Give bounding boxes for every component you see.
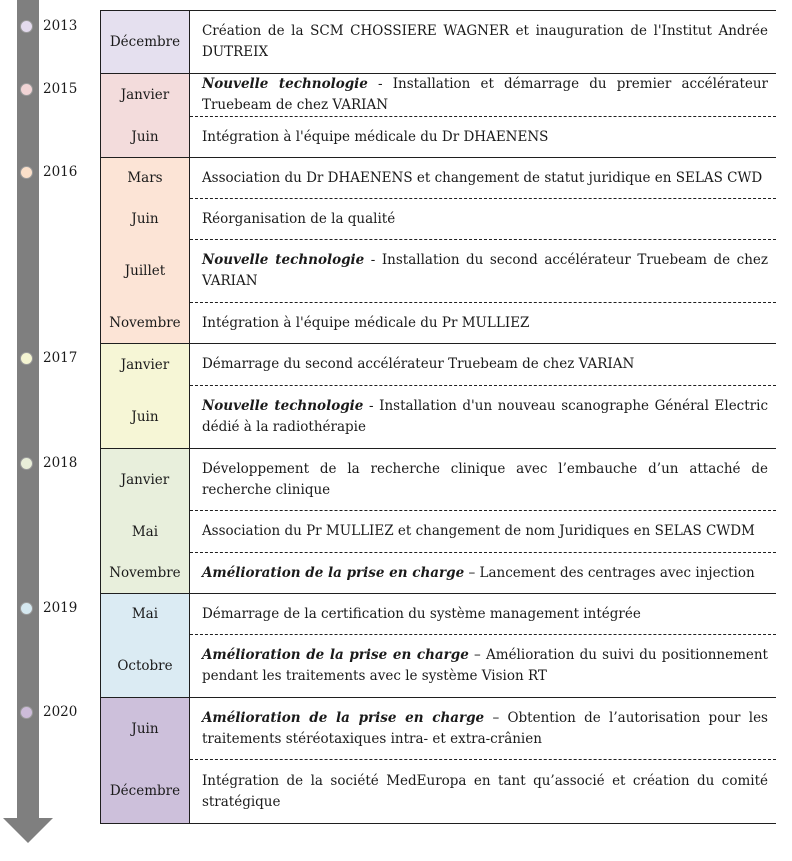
timeline-row: [101, 635, 777, 698]
event-text: – Amélioration du suivi du positionnement pendant les traitements avec le système Vision RT: [201, 647, 768, 684]
event-text: – Obtention de l’autorisation pour les traitements stéréotaxiques intra- et extra-crânien: [201, 709, 768, 747]
event-text: – Lancement des centrages avec injection: [464, 564, 755, 581]
event-text: Intégration à l'équipe médicale du Pr MULLIEZ: [201, 314, 530, 331]
year-dot-icon: [20, 20, 33, 33]
year-marker: [20, 79, 77, 99]
year-marker: [20, 598, 77, 618]
event-cell: [189, 240, 776, 303]
month-cell: Novembre: [101, 303, 190, 344]
year-marker: [20, 702, 77, 722]
month-cell: Juin: [101, 117, 190, 158]
timeline-row: [101, 553, 777, 594]
event-text: Démarrage du second accélérateur Truebeam de chez VARIAN: [201, 356, 635, 372]
timeline-row: [101, 117, 777, 158]
timeline-row: [101, 511, 777, 553]
timeline-row: [101, 344, 777, 386]
timeline-table: [100, 10, 776, 824]
event-cell: [189, 74, 776, 117]
event-text: Intégration de la société MedEuropa en tant qu’associé et création du comité stratégique: [201, 772, 768, 810]
event-text: Création de la SCM CHOSSIERE WAGNER et inauguration de l'Institut Andrée DUTREIX: [201, 23, 768, 60]
month-cell: Juin: [101, 386, 190, 449]
timeline-row: [101, 199, 777, 240]
event-text: Développement de la recherche clinique avec l’embauche d’un attaché de recherche clinique: [201, 460, 768, 498]
event-category: Amélioration de la prise en charge: [201, 564, 465, 581]
event-text: Association du Pr MULLIEZ et changement de nom Juridiques en SELAS CWDM: [201, 523, 755, 539]
event-cell: [189, 199, 776, 240]
event-cell: [189, 158, 776, 199]
event-cell: [189, 344, 776, 386]
event-category: Amélioration de la prise en charge: [201, 709, 485, 726]
timeline-row: [101, 386, 777, 449]
event-text: Association du Dr DHAENENS et changement de statut juridique en SELAS CWD: [201, 169, 763, 186]
year-label: 2017: [43, 350, 78, 366]
year-label: 2016: [43, 164, 78, 180]
year-dot-icon: [20, 83, 33, 96]
year-markers: [0, 0, 100, 861]
timeline-row: [101, 11, 777, 74]
event-cell: [189, 760, 776, 824]
event-category: Nouvelle technologie: [201, 398, 364, 414]
year-dot-icon: [20, 457, 33, 470]
event-cell: [189, 635, 776, 698]
event-cell: [189, 386, 776, 449]
timeline-row: [101, 74, 777, 117]
event-category: Amélioration de la prise en charge: [201, 647, 469, 663]
event-cell: [189, 553, 776, 594]
month-cell: Mai: [101, 594, 190, 635]
timeline-row: [101, 303, 777, 344]
month-cell: Décembre: [101, 11, 190, 74]
year-label: 2013: [43, 18, 78, 34]
timeline-row: [101, 158, 777, 199]
month-cell: Juin: [101, 199, 190, 240]
year-label: 2020: [43, 704, 78, 720]
event-cell: [189, 449, 776, 511]
timeline-row: [101, 594, 777, 635]
year-marker: [20, 348, 77, 368]
year-label: 2015: [43, 81, 78, 97]
month-cell: Juin: [101, 698, 190, 760]
event-cell: [189, 11, 776, 74]
event-text: Intégration à l'équipe médicale du Dr DHAENENS: [201, 128, 549, 145]
year-dot-icon: [20, 602, 33, 615]
month-cell: Novembre: [101, 553, 190, 594]
year-dot-icon: [20, 706, 33, 719]
event-category: Nouvelle technologie: [201, 252, 365, 268]
year-label: 2018: [43, 455, 78, 471]
event-cell: [189, 511, 776, 553]
year-dot-icon: [20, 166, 33, 179]
event-cell: [189, 303, 776, 344]
event-cell: [189, 594, 776, 635]
timeline-row: [101, 698, 777, 760]
timeline-row: [101, 449, 777, 511]
month-cell: Mai: [101, 511, 190, 553]
year-marker: [20, 16, 77, 36]
event-text: - Installation d'un nouveau scanographe Général Electric dédié à la radiothérapie: [201, 398, 769, 435]
event-cell: [189, 117, 776, 158]
month-cell: Mars: [101, 158, 190, 199]
event-text: - Installation et démarrage du premier accélérateur Truebeam de chez VARIAN: [201, 76, 769, 113]
timeline-row: [101, 240, 777, 303]
month-cell: Décembre: [101, 760, 190, 824]
year-dot-icon: [20, 352, 33, 365]
month-cell: Octobre: [101, 635, 190, 698]
month-cell: Janvier: [101, 344, 190, 386]
event-text: Démarrage de la certification du système management intégrée: [201, 605, 641, 622]
month-cell: Janvier: [101, 449, 190, 511]
month-cell: Juillet: [101, 240, 190, 303]
year-marker: [20, 162, 77, 182]
event-category: Nouvelle technologie: [201, 76, 368, 92]
timeline-row: [101, 760, 777, 824]
year-marker: [20, 453, 77, 473]
year-label: 2019: [43, 600, 78, 616]
event-text: Réorganisation de la qualité: [201, 210, 396, 227]
event-cell: [189, 698, 776, 760]
event-text: - Installation du second accélérateur Truebeam de chez VARIAN: [201, 252, 768, 289]
month-cell: Janvier: [101, 74, 190, 117]
